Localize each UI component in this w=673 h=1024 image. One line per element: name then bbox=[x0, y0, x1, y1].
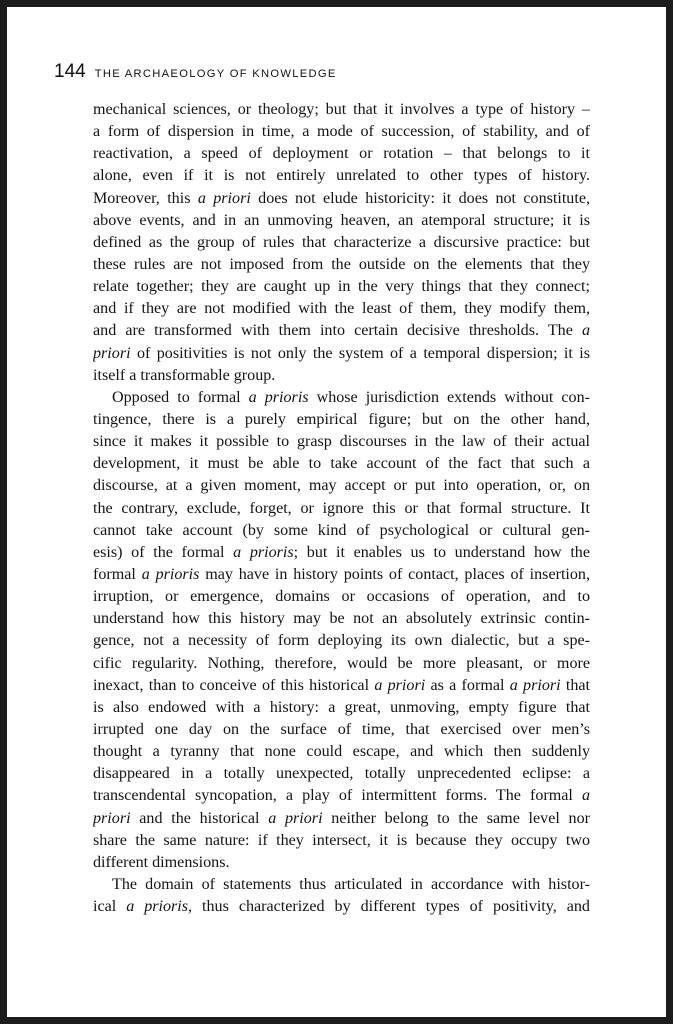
running-head: THE ARCHAEOLOGY OF KNOWLEDGE bbox=[94, 68, 337, 80]
text-line: irruption, or emergence, domains or occasions of operation, and to bbox=[93, 588, 590, 606]
page-number: 144 bbox=[54, 61, 86, 82]
body-text bbox=[93, 99, 590, 918]
text-line: relate together; they are caught up in the very things that they connect; bbox=[93, 278, 590, 296]
text-line: itself a transformable group. bbox=[93, 366, 276, 384]
text-line: discourse, at a given moment, may accept or put into operation, or, on bbox=[93, 477, 590, 495]
text-line: above events, and in an unmoving heaven, an atemporal structure; it is bbox=[93, 211, 590, 229]
text-line: and if they are not modified with the least of them, they modify them, bbox=[93, 300, 590, 318]
page-header bbox=[54, 61, 337, 83]
text-line: development, it must be able to take account of the fact that such a bbox=[93, 455, 590, 473]
text-line: these rules are not imposed from the outside on the elements that they bbox=[93, 255, 590, 273]
text-line: cannot take account (by some kind of psychological or cultural gen- bbox=[93, 521, 590, 539]
text-line: disappeared in a totally unexpected, totally unprecedented eclipse: a bbox=[93, 765, 590, 783]
text-line: is also endowed with a history: a great, unmoving, empty figure that bbox=[93, 698, 590, 716]
text-line: defined as the group of rules that characterize a discursive practice: but bbox=[93, 233, 590, 251]
text-line: the contrary, exclude, forget, or ignore this or that formal structure. It bbox=[93, 499, 590, 517]
book-page bbox=[7, 7, 666, 1017]
text-line: cific regularity. Nothing, therefore, would be more pleasant, or more bbox=[93, 654, 590, 672]
text-line: since it makes it possible to grasp discourses in the law of their actual bbox=[93, 433, 590, 451]
text-line: thought a tyranny that none could escape, and which then suddenly bbox=[93, 743, 590, 761]
text-line: The domain of statements thus articulated in accordance with histor- bbox=[112, 875, 590, 893]
text-line: esis) of the formal a prioris; but it enables us to understand how the bbox=[93, 543, 590, 561]
text-line: priori and the historical a priori neither belong to the same level nor bbox=[93, 809, 590, 827]
text-line: irrupted one day on the surface of time, that exercised over men’s bbox=[93, 720, 590, 738]
text-line: and are transformed with them into certain decisive thresholds. The a bbox=[93, 322, 590, 340]
text-line: alone, even if it is not entirely unrelated to other types of history. bbox=[93, 167, 590, 185]
text-line: mechanical sciences, or theology; but that it involves a type of history – bbox=[93, 101, 590, 118]
text-line: tingence, there is a purely empirical figure; but on the other hand, bbox=[93, 410, 590, 428]
text-line: priori of positivities is not only the system of a temporal dispersion; it is bbox=[93, 344, 590, 362]
text-line: formal a prioris may have in history points of contact, places of insertion, bbox=[93, 565, 590, 583]
text-line: a form of dispersion in time, a mode of succession, of stability, and of bbox=[93, 123, 590, 141]
text-line: understand how this history may be not an absolutely extrinsic contin- bbox=[93, 610, 590, 628]
text-line: share the same nature: if they intersect, it is because they occupy two bbox=[93, 831, 590, 849]
text-line: reactivation, a speed of deployment or rotation – that belongs to it bbox=[93, 145, 590, 163]
text-line: gence, not a necessity of form deploying its own dialectic, but a spe- bbox=[93, 632, 590, 650]
text-line: Moreover, this a priori does not elude historicity: it does not constitute, bbox=[93, 189, 590, 207]
text-line: different dimensions. bbox=[93, 853, 230, 871]
text-line: inexact, than to conceive of this historical a priori as a formal a priori that bbox=[93, 676, 590, 694]
text-line: transcendental syncopation, a play of intermittent forms. The formal a bbox=[93, 787, 590, 805]
text-line: ical a prioris, thus characterized by different types of positivity, and bbox=[93, 898, 590, 916]
text-line: Opposed to formal a prioris whose jurisdiction extends without con- bbox=[112, 388, 590, 406]
